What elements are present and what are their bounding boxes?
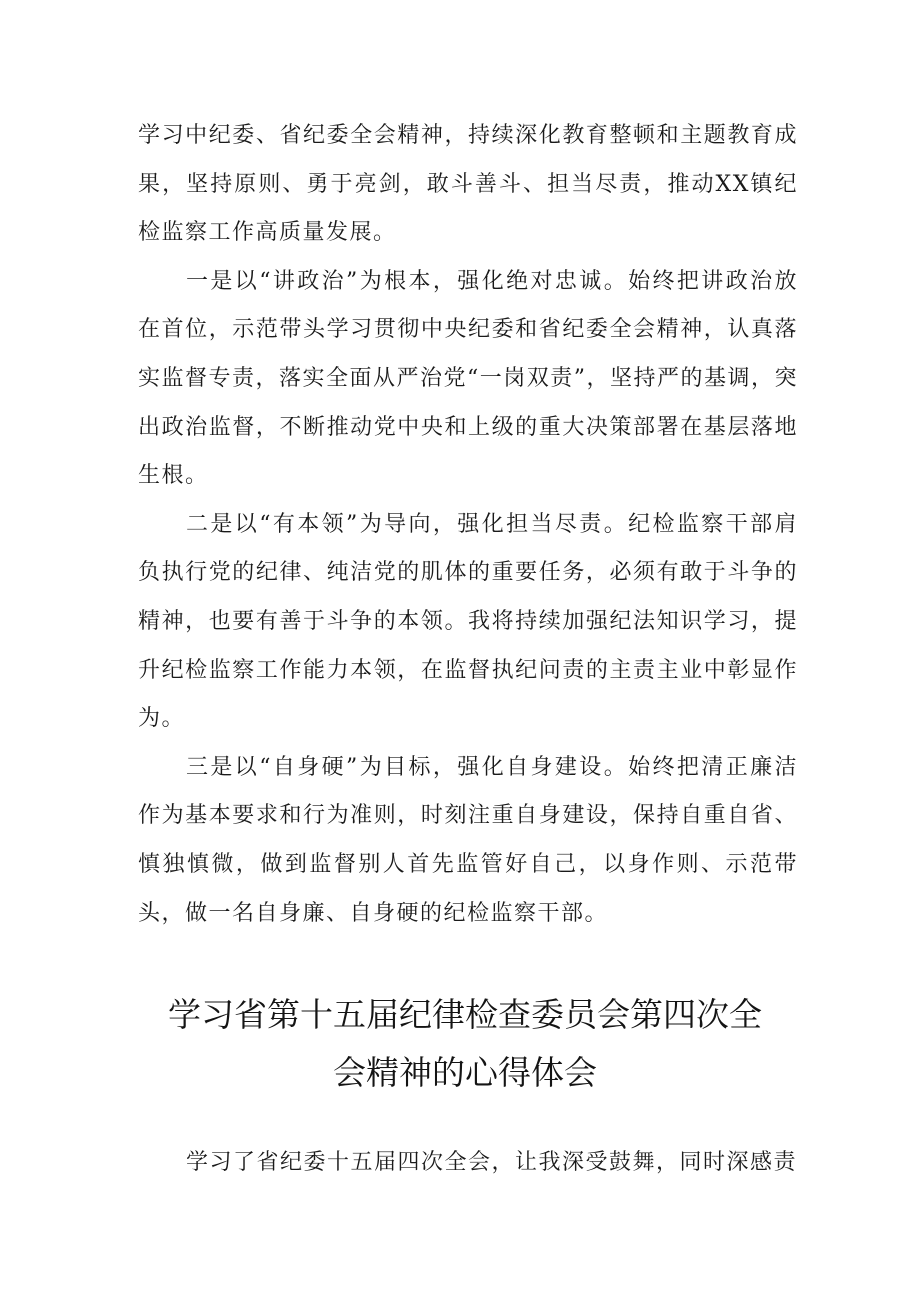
paragraph-intro: 学习中纪委、省纪委全会精神，持续深化教育整顿和主题教育成果，坚持原则、勇于亮剑，敢斗善斗、担当尽责，推动XX镇纪检监察工作高质量发展。 <box>138 123 798 246</box>
article-title <box>120 986 810 1102</box>
title-line-1: 学习省第十五届纪律检查委员会第四次全 <box>168 995 762 1034</box>
second-article-body <box>138 1139 798 1188</box>
article-body <box>138 112 798 938</box>
title-line-2: 会精神的心得体会 <box>333 1053 597 1092</box>
paragraph-point-three: 三是以“自身硬”为目标，强化自身建设。始终把清正廉洁作为基本要求和行为准则，时刻注重自身建设，保持自重自省、慎独慎微，做到监督别人首先监管好自己，以身作则、示范带头，做一名自身廉、自身硬的纪检监察干部。 <box>138 754 798 926</box>
paragraph-opening: 学习了省纪委十五届四次全会，让我深受鼓舞，同时深感责 <box>186 1150 798 1175</box>
paragraph-point-two: 二是以“有本领”为导向，强化担当尽责。纪检监察干部肩负执行党的纪律、纯洁党的肌体的重要任务，必须有敢于斗争的精神，也要有善于斗争的本领。我将持续加强纪法知识学习，提升纪检监察工作能力本领，在监督执纪问责的主责主业中彰显作为。 <box>138 511 798 732</box>
paragraph-point-one: 一是以“讲政治”为根本，强化绝对忠诚。始终把讲政治放在首位，示范带头学习贯彻中央纪委和省纪委全会精神，认真落实监督专责，落实全面从严治党“一岗双责”，坚持严的基调，突出政治监督，不断推动党中央和上级的重大决策部署在基层落地生根。 <box>138 268 798 489</box>
